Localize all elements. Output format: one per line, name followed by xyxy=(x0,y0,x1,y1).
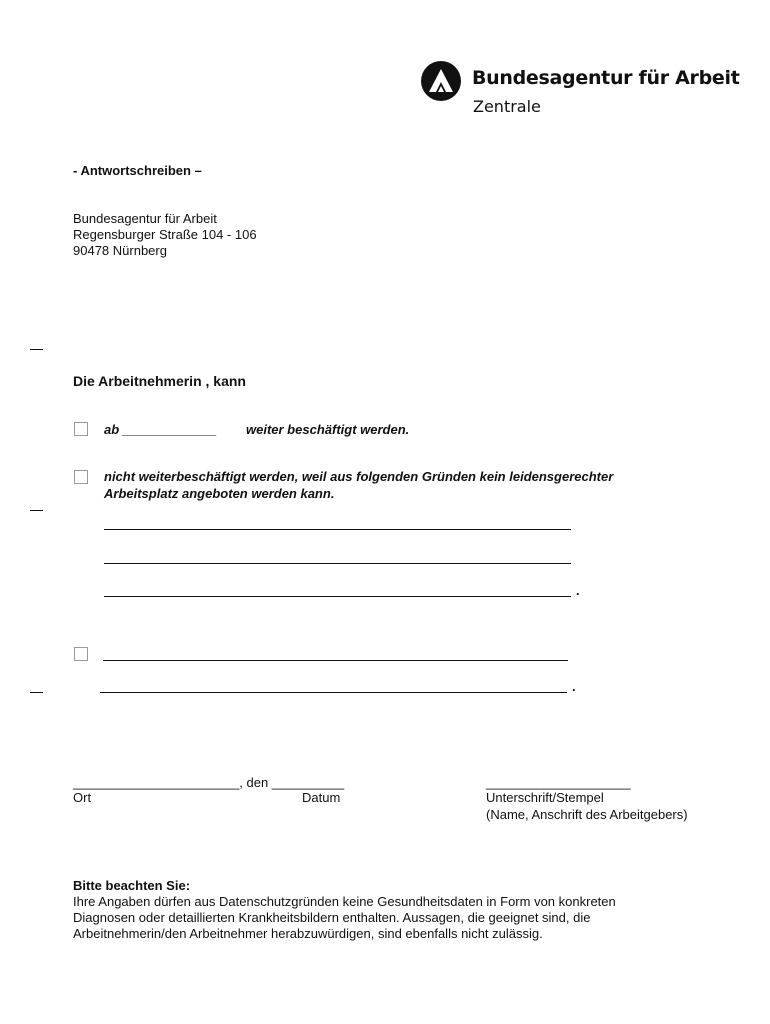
org-subtitle: Zentrale xyxy=(473,97,541,116)
other-line-2[interactable] xyxy=(100,692,567,693)
notice-line-2: Diagnosen oder detaillierten Krankheitsbildern enthalten. Aussagen, die geeignet sind, die xyxy=(73,910,591,925)
notice-line-3: Arbeitnehmerin/den Arbeitnehmer herabzuwürdigen, sind ebenfalls nicht zulässig. xyxy=(73,926,543,941)
fold-mark xyxy=(30,510,43,511)
date-label: Datum xyxy=(302,790,341,805)
signature-field[interactable]: ____________________ xyxy=(486,775,631,790)
notice-line-1: Ihre Angaben dürfen aus Datenschutzgründen keine Gesundheitsdaten in Form von konkreten xyxy=(73,894,616,909)
ba-logo-icon xyxy=(421,61,461,101)
statement-heading: Die Arbeitnehmerin , kann xyxy=(73,373,246,389)
option-continue-checkbox[interactable] xyxy=(74,422,88,436)
recipient-line-1: Bundesagentur für Arbeit xyxy=(73,211,217,226)
document-title: - Antwortschreiben – xyxy=(73,163,202,178)
other-period: . xyxy=(572,679,576,694)
recipient-line-2: Regensburger Straße 104 - 106 xyxy=(73,227,257,242)
fold-mark xyxy=(30,692,43,693)
fold-mark xyxy=(30,349,43,350)
reason-line-2[interactable] xyxy=(104,563,571,564)
option-other-checkbox[interactable] xyxy=(74,647,88,661)
option-discontinue-label-2: Arbeitsplatz angeboten werden kann. xyxy=(104,486,335,501)
option-continue-date[interactable]: ab _____________ xyxy=(104,422,217,437)
recipient-line-3: 90478 Nürnberg xyxy=(73,243,167,258)
reason-line-1[interactable] xyxy=(104,529,571,530)
reason-line-3[interactable] xyxy=(104,596,571,597)
place-date-field[interactable]: _______________________, den __________ xyxy=(73,775,345,790)
signature-sublabel: (Name, Anschrift des Arbeitgebers) xyxy=(486,807,688,822)
option-continue-label: weiter beschäftigt werden. xyxy=(246,422,410,437)
option-discontinue-label-1: nicht weiterbeschäftigt werden, weil aus folgenden Gründen kein leidensgerechter xyxy=(104,469,614,484)
reason-period: . xyxy=(576,583,580,598)
option-discontinue-checkbox[interactable] xyxy=(74,470,88,484)
signature-label: Unterschrift/Stempel xyxy=(486,790,604,805)
place-label: Ort xyxy=(73,790,92,805)
notice-title: Bitte beachten Sie: xyxy=(73,878,191,893)
other-line-1[interactable] xyxy=(103,660,568,661)
org-name: Bundesagentur für Arbeit xyxy=(472,67,740,89)
